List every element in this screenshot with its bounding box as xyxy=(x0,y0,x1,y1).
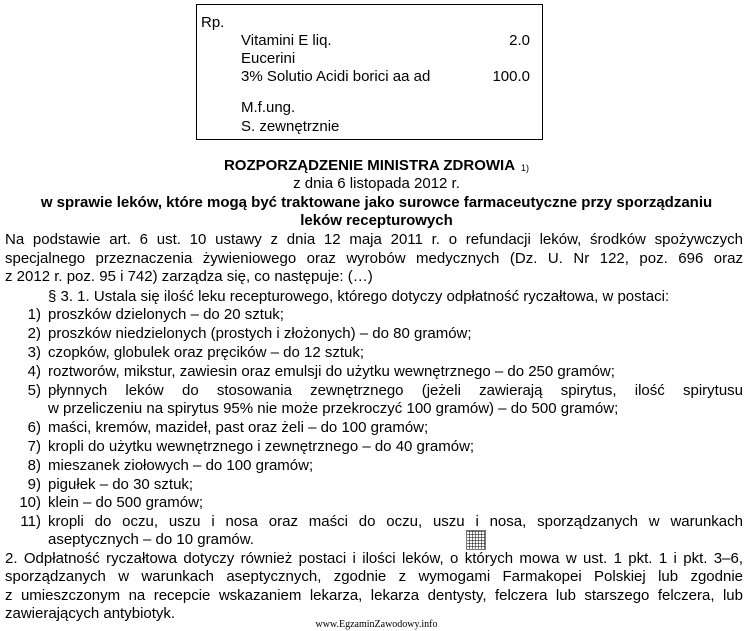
intro-line-2: specjalnego przeznaczenia żywieniowego oraz wyrobów medycznych (Dz. U. Nr 122, poz. 696 oraz xyxy=(5,250,743,267)
list-item-number: 2) xyxy=(27,325,41,342)
intro-line-1: Na podstawie art. 6 ust. 10 ustawy z dnia 12 maja 2011 r. o refundacji leków, środków spożywczych xyxy=(5,231,743,248)
list-item: klein – do 500 gramów; xyxy=(48,494,204,511)
closing-line-2: sporządzanych w warunkach aseptycznych, zgodnie z wymogami Farmakopei Polskiej lub zgodnie xyxy=(5,568,743,585)
rx-header: Rp. xyxy=(201,14,225,31)
prescription-box xyxy=(196,4,543,140)
list-item-number: 4) xyxy=(27,363,41,380)
list-item-number: 8) xyxy=(27,457,41,474)
regulation-subtitle-1: w sprawie leków, które mogą być traktowane jako surowce farmaceutyczne przy sporządzaniu xyxy=(40,194,713,211)
qr-code-icon xyxy=(466,530,486,550)
list-item-continuation: w przeliczeniu na spirytus 95% nie może przekroczyć 100 gramów) – do 500 gramów; xyxy=(48,400,619,417)
list-item: płynnych leków do stosowania zewnętrznego (jeżeli zawierają spirytus, ilość spirytusu xyxy=(48,382,743,399)
list-item-number: 6) xyxy=(27,419,41,436)
closing-line-4: zawierających antybiotyk. xyxy=(5,605,176,622)
list-item: maści, kremów, mazideł, past oraz żeli – do 100 gramów; xyxy=(48,419,429,436)
list-item: proszków dzielonych – do 20 sztuk; xyxy=(48,306,284,323)
regulation-title xyxy=(0,157,753,177)
list-item: czopków, globulek oraz pręcików – do 12 sztuk; xyxy=(48,344,365,361)
rx-ingredient-3: 3% Solutio Acidi borici aa ad xyxy=(241,68,431,85)
closing-line-1: 2. Odpłatność ryczałtowa dotyczy również postaci i ilości leków, o których mowa w ust. 1 pkt. 1 i pkt. 3–6, xyxy=(5,550,743,567)
closing-line-3: z umieszczonym na recepcie wskazaniem lekarza, lekarza dentysty, felczera lub starszego felczera, lub xyxy=(5,587,743,604)
section-intro: § 3. 1. Ustala się ilość leku recepturowego, którego dotyczy odpłatność ryczałtowa, w postaci: xyxy=(48,288,670,305)
list-item-number: 5) xyxy=(27,382,41,399)
rx-direction-1: M.f.ung. xyxy=(241,99,296,116)
list-item: pigułek – do 30 sztuk; xyxy=(48,476,194,493)
rx-amount-3: 100.0 xyxy=(492,68,530,85)
list-item: kropli do użytku wewnętrznego i zewnętrznego – do 40 gramów; xyxy=(48,438,475,455)
list-item-number: 3) xyxy=(27,344,41,361)
list-item-number: 7) xyxy=(27,438,41,455)
footer-watermark: www.EgzaminZawodowy.info xyxy=(315,619,438,630)
intro-line-3: z 2012 r. poz. 95 i 742) zarządza się, co następuje: (…) xyxy=(5,268,373,285)
regulation-title-text: ROZPORZĄDZENIE MINISTRA ZDROWIA xyxy=(223,157,516,174)
list-item: kropli do oczu, uszu i nosa oraz maści do oczu, uszu i nosa, sporządzanych w warunkach xyxy=(48,513,743,530)
regulation-subtitle-2: leków recepturowych xyxy=(300,212,453,229)
list-item-number: 10) xyxy=(19,494,41,511)
list-item: mieszanek ziołowych – do 100 gramów; xyxy=(48,457,314,474)
list-item-number: 11) xyxy=(20,513,41,530)
rx-amount-1: 2.0 xyxy=(509,32,530,49)
list-item-number: 1) xyxy=(27,306,41,323)
list-item-continuation: aseptycznych – do 10 gramów. xyxy=(48,531,254,548)
footnote-mark: 1) xyxy=(521,163,530,173)
list-item-number: 9) xyxy=(27,476,41,493)
rx-ingredient-2: Eucerini xyxy=(241,50,296,67)
rx-ingredient-1: Vitamini E liq. xyxy=(241,32,332,49)
list-item: proszków niedzielonych (prostych i złożonych) – do 80 gramów; xyxy=(48,325,472,342)
list-item: roztworów, mikstur, zawiesin oraz emulsji do użytku wewnętrznego – do 250 gramów; xyxy=(48,363,615,380)
regulation-date: z dnia 6 listopada 2012 r. xyxy=(293,175,460,192)
rx-direction-2: S. zewnętrznie xyxy=(241,118,340,135)
